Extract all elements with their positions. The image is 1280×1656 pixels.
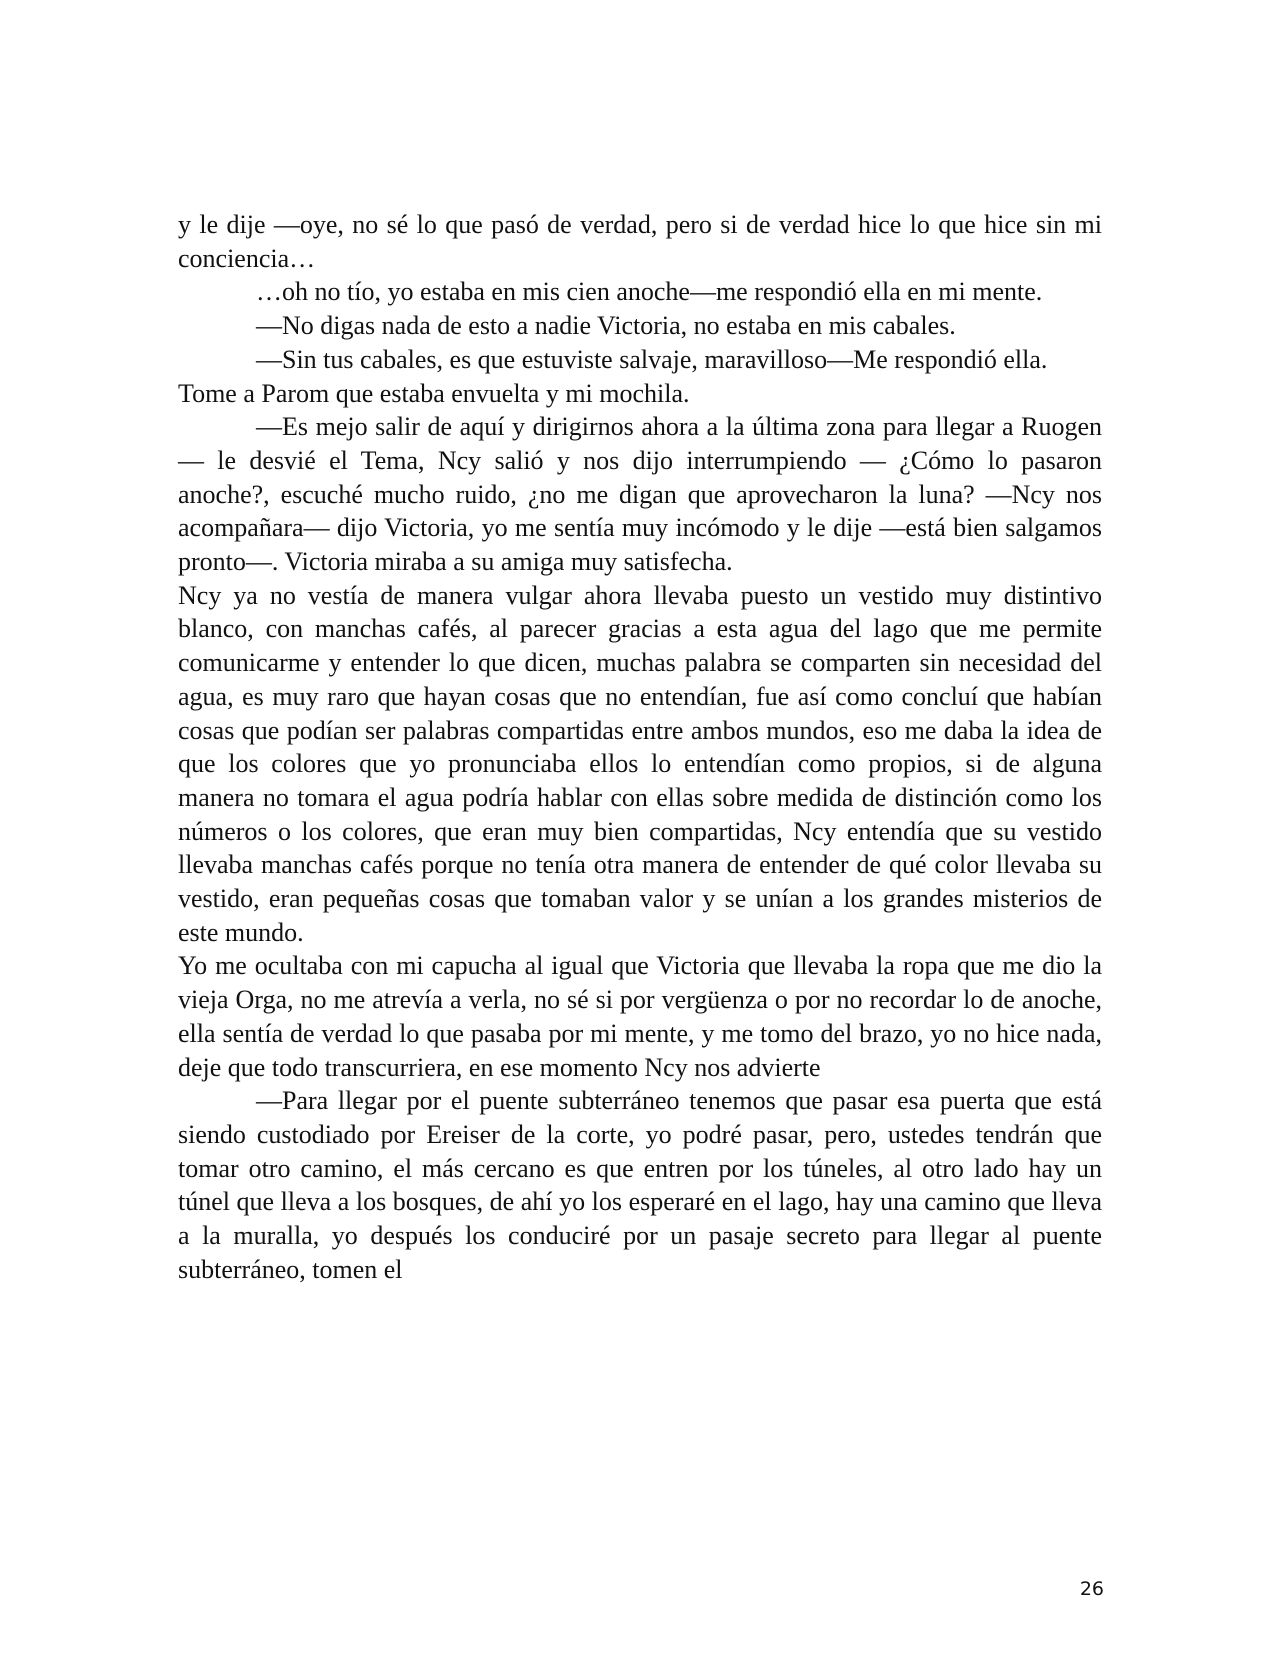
paragraph: —Sin tus cabales, es que estuviste salvaje, maravilloso—Me respondió ella. — [256, 344, 1048, 374]
paragraph: —No digas nada de esto a nadie Victoria, no estaba en mis cabales. — [256, 311, 956, 341]
page-number: 26 — [1079, 1578, 1104, 1600]
paragraph: Ncy ya no vestía de manera vulgar ahora llevaba puesto un vestido muy distintivo blanco, con manchas cafés, al parecer gracias a esta agua del lago que me permite comunicarme y entender lo que dicen, muchas palabra se comparten sin necesidad del agua, es muy raro que hayan cosas que no entendían, fue así como concluí que habían cosas que podían ser palabras compartidas entre ambos mundos, eso me daba la idea de que los colores que yo pronunciaba ellos lo entendían como propios, si de alguna manera no tomara el agua podría hablar con ellas sobre medida de distinción como los números o los colores, que eran muy bien compartidas, Ncy entendía que su vestido llevaba manchas cafés porque no tenía otra manera de entender de qué color llevaba su vestido, eran pequeñas cosas que tomaban valor y se unían a los grandes misterios de este mundo. — [178, 580, 1102, 947]
body-text — [178, 208, 1102, 1287]
paragraph: y le dije —oye, no sé lo que pasó de verdad, pero si de verdad hice lo que hice sin mi conciencia… — [178, 210, 1102, 273]
paragraph: Tome a Parom que estaba envuelta y mi mochila. — [178, 378, 690, 408]
paragraph: —Para llegar por el puente subterráneo tenemos que pasar esa puerta que está siendo custodiado por Ereiser de la corte, yo podré pasar, pero, ustedes tendrán que tomar otro camino, el más cercano es que entren por los túneles, al otro lado hay un túnel que lleva a los bosques, de ahí yo los esperaré en el lago, hay una camino que lleva a la muralla, yo después los conduciré por un pasaje secreto para llegar al puente subterráneo, tomen el — [178, 1086, 1102, 1284]
paragraph: …oh no tío, yo estaba en mis cien anoche—me respondió ella en mi mente. — [256, 277, 1043, 307]
paragraph: Yo me ocultaba con mi capucha al igual que Victoria que llevaba la ropa que me dio la vieja Orga, no me atrevía a verla, no sé si por vergüenza o por no recordar lo de anoche, ella sentía de verdad lo que pasaba por mi mente, y me tomo del brazo, yo no hice nada, deje que todo transcurriera, en ese momento Ncy nos advierte — [178, 951, 1102, 1082]
paragraph: —Es mejo salir de aquí y dirigirnos ahora a la última zona para llegar a Ruogen— le desvié el Tema, Ncy salió y nos dijo interrumpiendo — ¿Cómo lo pasaron anoche?, escuché mucho ruido, ¿no me digan que aprovecharon la luna? —Ncy nos acompañara— dijo Victoria, yo me sentía muy incómodo y le dije —está bien salgamos pronto—. Victoria miraba a su amiga muy satisfecha. — [178, 412, 1102, 577]
